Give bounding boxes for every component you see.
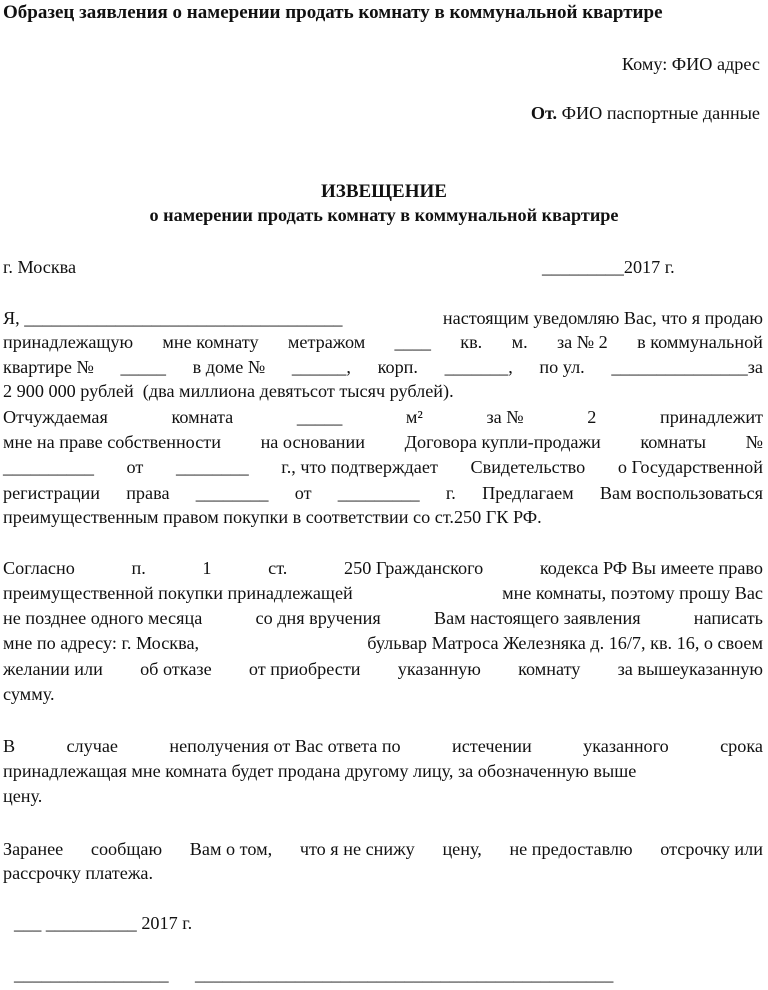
body-word: _______________за [611, 357, 763, 377]
sender-value: ФИО паспортные данные [557, 103, 760, 123]
body-word: бульвар Матроса Железняка д. 16/7, кв. 16, о своем [367, 633, 763, 653]
body-word: 1 [202, 558, 212, 578]
body-word: принадлежащая мне комната будет продана другому лицу, за обозначенную выше [3, 761, 637, 781]
body-line-7 [3, 456, 763, 478]
body-word: _________ [337, 483, 420, 503]
body-word: комнаты [640, 432, 707, 452]
recipient-line: Кому: ФИО адрес [621, 54, 760, 74]
body-word: Вам настоящего заявления [433, 608, 641, 628]
body-line-15: сумму. [3, 684, 55, 704]
body-word: ст. [268, 558, 288, 578]
body-word: _______, [444, 357, 513, 377]
body-word: указанного [583, 736, 669, 756]
place-text: г. Москва [3, 257, 77, 277]
body-word: ________ [195, 483, 269, 503]
body-word: за вышеуказанную [617, 659, 763, 679]
body-word: кв. [460, 332, 483, 352]
body-word: от приобрести [248, 659, 361, 679]
body-word: написать [693, 608, 763, 628]
body-word: В [3, 736, 16, 756]
body-word: № [745, 432, 763, 452]
date-line: _________2017 г. [542, 257, 675, 277]
body-word: истечении [451, 736, 532, 756]
body-word: кодекса РФ Вы имеете право [539, 558, 763, 578]
body-word: метражом [287, 332, 366, 352]
body-word: от [126, 457, 144, 477]
sender-label: От. [530, 103, 558, 123]
body-word: Свидетельство [470, 457, 586, 477]
body-word: за № [486, 407, 524, 427]
body-word: что я не снижу [299, 839, 415, 859]
body-word: регистрации [3, 483, 100, 503]
body-word: за № 2 [556, 332, 608, 352]
body-word: преимущественной покупки принадлежащей [3, 583, 353, 603]
body-word: в доме № [192, 357, 266, 377]
body-word: Договора купли-продажи [404, 432, 601, 452]
body-word: со дня вручения [255, 608, 381, 628]
body-line-10 [3, 557, 763, 579]
body-word: Вам воспользоваться [599, 483, 763, 503]
footer-date: ___ __________ 2017 г. [14, 913, 193, 933]
body-word: г., что подтверждает [281, 457, 438, 477]
body-line-12 [3, 607, 763, 629]
body-word: о Государственной [617, 457, 763, 477]
body-word: Вам о том, [189, 839, 273, 859]
body-word: Согласно [3, 558, 75, 578]
body-word: права [126, 483, 170, 503]
body-word: мне комнату [162, 332, 259, 352]
body-line-9: преимущественным правом покупки в соответствии со ст.250 ГК РФ. [3, 507, 542, 527]
body-line-17 [3, 760, 763, 782]
body-word: ____ [394, 332, 431, 352]
sample-title: Образец заявления о намерении продать комнату в коммунальной квартире [3, 2, 663, 23]
body-word: корп. [377, 357, 418, 377]
body-word: квартире № [3, 357, 94, 377]
body-word: в коммунальной [637, 332, 763, 352]
body-line-3 [3, 356, 763, 378]
body-word: Предлагаем [482, 483, 574, 503]
body-word: _____ [296, 407, 343, 427]
body-word: не предоставлю [509, 839, 633, 859]
body-word: отсрочку или [660, 839, 763, 859]
body-word: Заранее [3, 839, 64, 859]
body-line-5 [3, 406, 763, 428]
body-line-1 [3, 307, 763, 329]
body-word: не позднее одного месяца [3, 608, 203, 628]
body-word: 250 Гражданского [344, 558, 484, 578]
body-line-2 [3, 331, 763, 353]
body-word: ________ [175, 457, 249, 477]
body-word: мне по адресу: г. Москва, [3, 633, 200, 653]
sender-line [531, 102, 760, 124]
body-word: по ул. [539, 357, 585, 377]
body-word: м² [405, 407, 423, 427]
body-word: указанную [397, 659, 481, 679]
body-line-20: рассрочку платежа. [3, 863, 154, 883]
body-word: Я, ___________________________________ [3, 308, 343, 328]
signature-line-left: _________________ [14, 964, 169, 984]
notice-title: ИЗВЕЩЕНИЕ [321, 181, 447, 202]
body-word: комната [171, 407, 234, 427]
body-word: мне на праве собственности [3, 432, 221, 452]
body-line-11 [3, 582, 763, 604]
body-line-14 [3, 658, 763, 680]
body-line-18: цену. [3, 786, 43, 806]
signature-line-right: ______________________________________________ [195, 964, 614, 984]
body-line-16 [3, 735, 763, 757]
body-line-13 [3, 632, 763, 654]
body-word: комнату [518, 659, 581, 679]
body-word: м. [511, 332, 528, 352]
body-word: цену, [442, 839, 482, 859]
body-word: мне комнаты, поэтому прошу Вас [502, 583, 763, 603]
body-word: неполучения от Вас ответа по [169, 736, 401, 756]
body-word: об отказе [140, 659, 212, 679]
body-word: случае [66, 736, 119, 756]
body-word: настоящим уведомляю Вас, что я продаю [442, 308, 763, 328]
body-word: на основании [260, 432, 365, 452]
body-word: 2 [587, 407, 597, 427]
body-word: сообщаю [90, 839, 163, 859]
body-word: __________ [3, 457, 94, 477]
body-word: г. [445, 483, 456, 503]
body-line-19 [3, 838, 763, 860]
body-word: ______, [291, 357, 351, 377]
body-word: _____ [120, 357, 166, 377]
body-word: принадлежит [659, 407, 763, 427]
body-word: п. [131, 558, 146, 578]
notice-subtitle: о намерении продать комнату в коммунальной квартире [149, 205, 619, 225]
body-word: принадлежащую [3, 332, 134, 352]
body-word: желании или [3, 659, 103, 679]
body-word: от [294, 483, 312, 503]
body-line-8 [3, 482, 763, 504]
body-line-6 [3, 431, 763, 453]
body-line-4: 2 900 000 рублей (два миллиона девятьсот тысяч рублей). [3, 381, 454, 401]
body-word: Отчуждаемая [3, 407, 108, 427]
body-word: срока [720, 736, 763, 756]
